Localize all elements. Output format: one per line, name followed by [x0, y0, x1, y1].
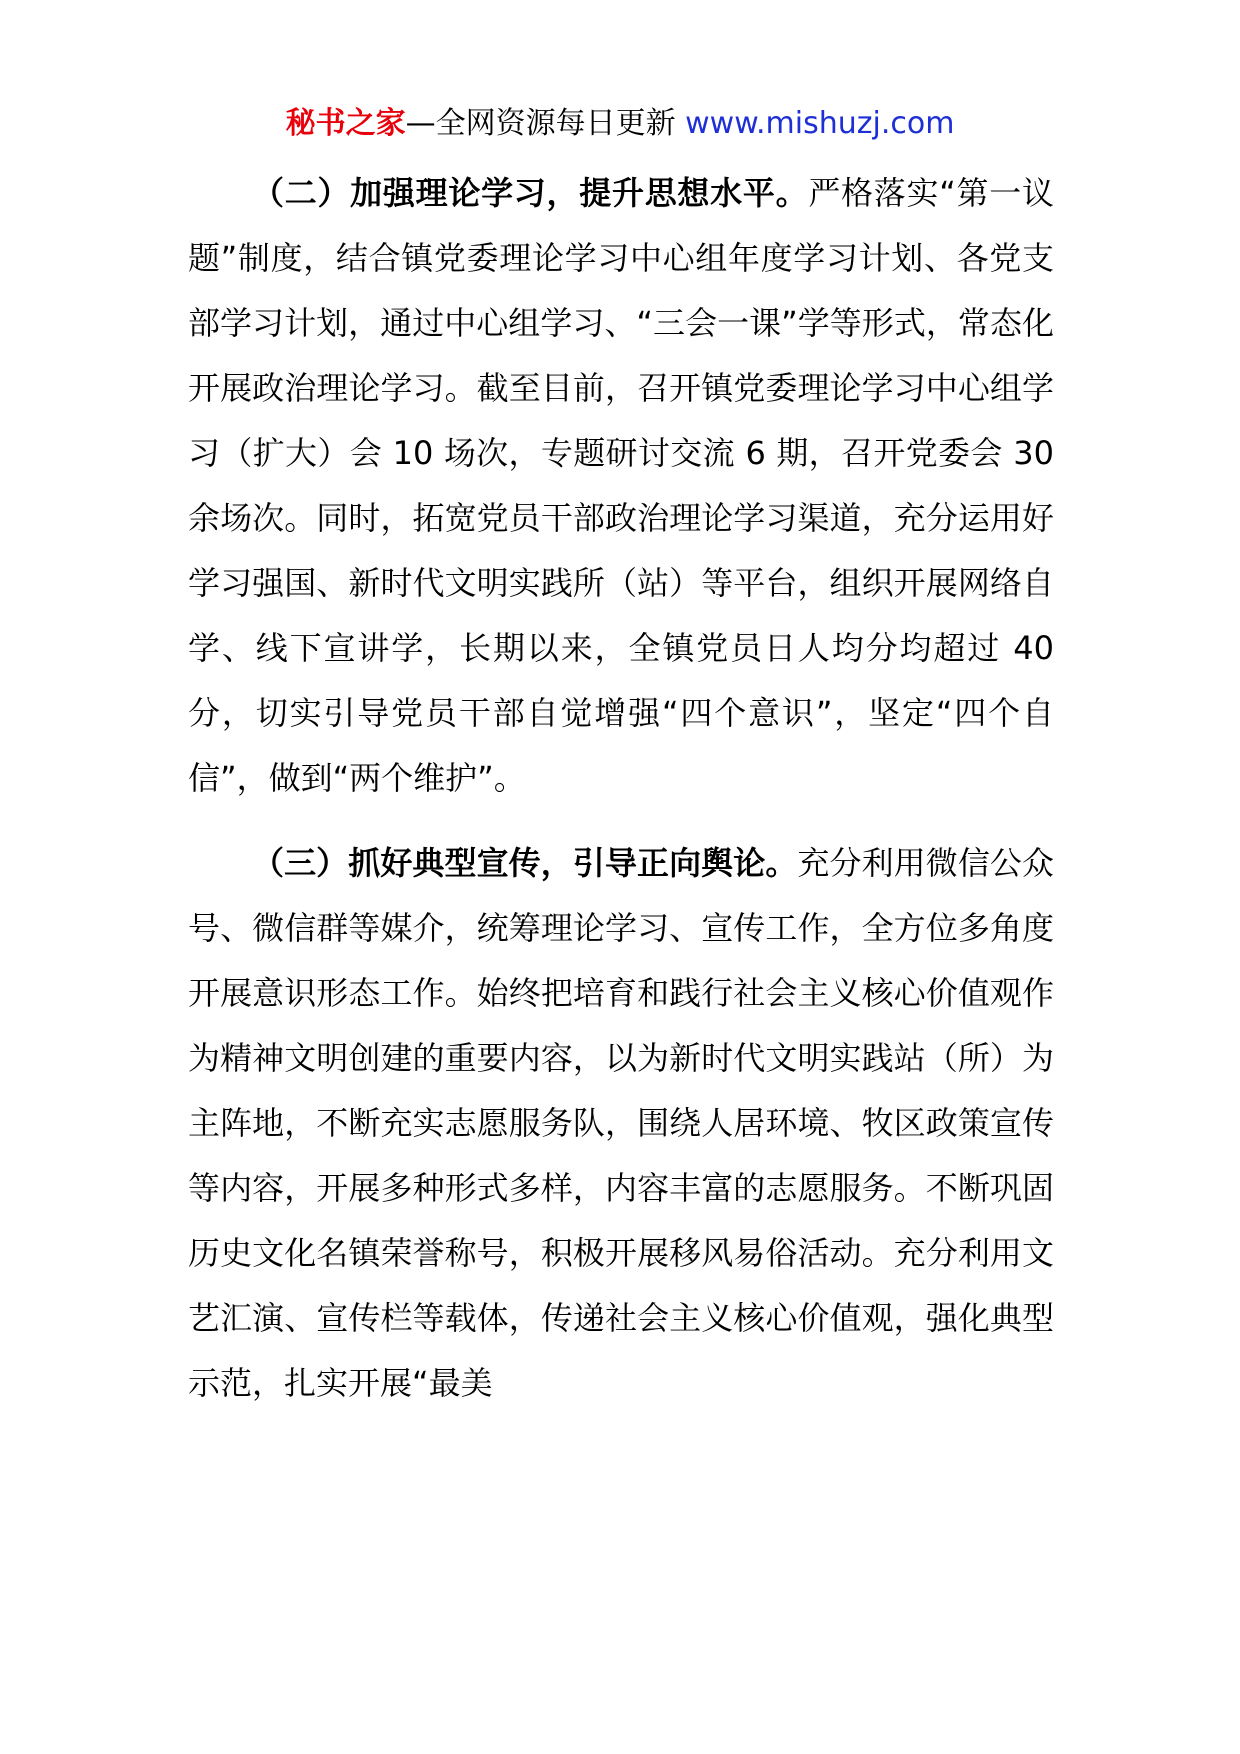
- document-body: [188, 161, 1054, 1436]
- header-site-link[interactable]: www.mishuzj.com: [685, 106, 955, 141]
- section-text-3: 充分利用微信公众号、微信群等媒介，统筹理论学习、宣传工作，全方位多角度开展意识形态工作。始终把培育和践行社会主义核心价值观作为精神文明创建的重要内容，以为新时代文明实践站（所）为主阵地，不断充实志愿服务队，围绕人居环境、牧区政策宣传等内容，开展多种形式多样，内容丰富的志愿服务。不断巩固历史文化名镇荣誉称号，积极开展移风易俗活动。充分利用文艺汇演、宣传栏等载体，传递社会主义核心价值观，强化典型示范，扎实开展“最美: [188, 844, 1054, 1402]
- section-text-2: 严格落实“第一议题”制度，结合镇党委理论学习中心组年度学习计划、各党支部学习计划，通过中心组学习、“三会一课”学等形式，常态化开展政治理论学习。截至目前，召开镇党委理论学习中心组学习（扩大）会 10 场次，专题研讨交流 6 期，召开党委会 30 余场次。同时，拓宽党员干部政治理论学习渠道，充分运用好学习强国、新时代文明实践所（站）等平台，组织开展网络自学、线下宣讲学，长期以来，全镇党员日人均分均超过 40 分，切实引导党员干部自觉增强“四个意识”，坚定“四个自信”，做到“两个维护”。: [188, 174, 1054, 797]
- header-slogan: —全网资源每日更新: [405, 106, 686, 141]
- page-header: [0, 102, 1240, 146]
- section-heading-3: （三）抓好典型宣传，引导正向舆论。: [252, 844, 798, 882]
- section-paragraph-2: [188, 161, 1054, 811]
- header-brand: 秘书之家: [285, 106, 406, 141]
- section-paragraph-3: [188, 831, 1054, 1416]
- section-heading-2: （二）加强理论学习，提升思想水平。: [252, 174, 809, 212]
